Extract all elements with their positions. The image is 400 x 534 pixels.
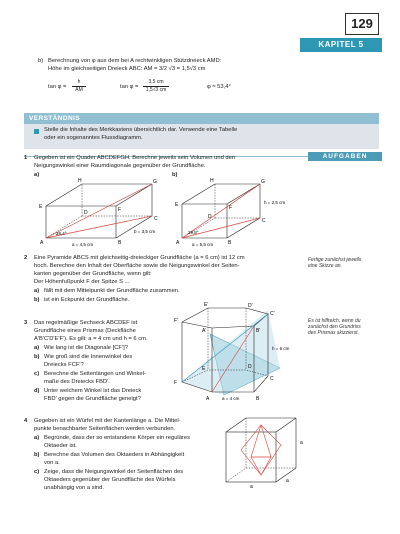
angle-label: 29,8° [188,230,199,235]
length-label: h = 6 cm [272,346,290,351]
tan-a-den: AM [75,87,83,93]
vertex-label: B [228,240,232,246]
cuboid-figure-a [34,178,164,250]
tan-b-num: 3,5 cm [148,79,164,85]
task3-item-text: Berechne die Seitenlängen und Winkel- [44,371,146,377]
phi-result: φ ≈ 53,4° [207,84,231,90]
page-number: 129 [345,13,379,35]
task3-line: Das regelmäßige Sechseck ABCDEF ist [34,320,138,326]
task4-item-text: Berechne das Volumen des Oktaeders in Abhängigkeit [44,452,185,458]
margin-note: zunächst den Grundriss [308,324,361,330]
task3-item-label: a) [34,345,40,351]
vertex-label: A [176,240,180,246]
tan-b-den: 1,5√3 cm [145,87,167,93]
task1-line2: Neigungswinkel einer Raumdiagonale gegenüber der Grundfläche. [34,163,206,169]
length-label: a = 4,5 cm [72,242,94,247]
cuboid-figure-b [172,178,302,250]
angle-label: 28,4° [56,231,67,236]
task4-line: punkte benachbarter Seitenflächen werden verbunden. [34,426,176,432]
margin-note: eine Skizze an. [308,263,342,269]
margin-note: des Prismas skizzierst. [308,330,359,336]
task3-item-text: FBD' gegen die Grundfläche geneigt? [44,396,141,402]
task1-b-label: b) [172,172,178,178]
task4-item-text: Zeige, dass die Neigungswinkel der Seitenflächen des [44,469,184,475]
task2-b-label: b) [34,297,40,303]
task2-line: Eine Pyramide ABCS mit gleichseitig-dreieckiger Grundfläche (a = 6 cm) ist 12 cm [34,255,245,261]
margin-note: Fertige zunächst jeweils [308,257,362,263]
length-label: h = 2,5 cm [264,200,286,205]
vertex-label: C [270,376,274,382]
task3-line: Grundfläche eines Prismas (Deckfläche [34,328,136,334]
vertex-label: B [118,240,122,246]
vertex-label: C' [270,311,275,317]
task3-number: 3 [24,320,28,326]
vertex-label: F [174,380,178,386]
vertex-label: G [261,179,265,185]
task2-a-text: fällt mit dem Mittelpunkt der Grundfläche zusammen. [44,288,180,294]
task3-line: A'B'C'D'E'F'). Es gilt: a = 4 cm und h = 6 cm. [34,336,148,342]
task3-item-label: c) [34,371,40,377]
tan-a-num: h [77,79,81,85]
task4-item-text: von a. [44,460,60,466]
task2-line: Der Höhenfußpunkt F der Spitze S ... [34,279,130,285]
task1-number: 1 [24,155,28,161]
task4-item-label: b) [34,452,40,458]
tan-formula-a: tan φ = [48,84,67,90]
length-label: a [286,478,289,484]
task4-item-text: Oktaeders gegenüber der Grundfläche des Würfels [44,477,176,483]
vertex-label: D [208,214,212,220]
task4-item-text: unabhängig von a sind. [44,485,104,491]
part-b-label: b) [38,58,44,64]
task2-b-text: ist ein Eckpunkt der Grundfläche. [44,297,130,303]
vertex-label: D' [248,303,253,309]
task2-number: 2 [24,255,28,261]
vertex-label: D [248,364,252,370]
task3-item-text: Wie lang ist die Diagonale [CF']? [44,345,128,351]
vertex-label: B' [256,328,261,334]
vertex-label: F [229,205,233,211]
hexagonal-prism-figure [168,300,306,412]
vertex-label: H [78,178,82,184]
task4-item-label: a) [34,435,40,441]
vertex-label: E' [204,302,209,308]
task3-item-text: Dreiecks FCF'? [44,362,84,368]
aufgaben-label: AUFGABEN [308,152,382,161]
task3-item-text: Unter welchem Winkel ist das Dreieck [44,388,142,394]
task3-item-label: b) [34,354,40,360]
length-label: a = 5,5 cm [192,242,214,247]
verstaendnis-text2: oder ein sogenanntes Flussdiagramm. [44,135,143,141]
vertex-label: C [262,218,266,224]
chapter-badge: KAPITEL 5 [300,38,382,52]
part-b-line1: Berechnung von φ aus dem bei A rechtwinkligen Stützdreieck AMD: [48,58,222,64]
vertex-label: A' [202,328,207,334]
task4-number: 4 [24,418,28,424]
length-label: a [300,440,303,446]
length-label: a [250,484,253,488]
task3-item-text: Wie groß sind die Innenwinkel des [44,354,133,360]
vertex-label: D [84,210,88,216]
task1-a-label: a) [34,172,40,178]
margin-note: Es ist hilfreich, wenn du [308,318,361,324]
vertex-label: A [40,240,44,246]
vertex-label: C [154,216,158,222]
vertex-label: A [206,396,210,402]
verstaendnis-title: VERSTÄNDNIS [29,115,80,122]
task3-item-label: d) [34,388,40,394]
length-label: b = 3,5 cm [134,229,156,234]
task4-item-text: Begründe, dass der so entstandene Körper ein reguläres [44,435,190,441]
vertex-label: B [256,396,260,402]
vertex-label: E [39,204,43,210]
task3-item-text: maße des Dreiecks FBD'. [44,379,110,385]
verstaendnis-text1: Stelle die Inhalte des Merkkastens übersichtlich dar. Verwende eine Tabelle [44,127,238,133]
vertex-label: H [210,178,214,184]
task4-item-text: Oktaeder ist. [44,443,77,449]
task4-line: Gegeben ist ein Würfel mit der Kantenlänge a. Die Mittel- [34,418,181,424]
tan-formula-b: tan φ = [120,84,139,90]
cube-octahedron-figure [218,412,308,488]
task2-line: hoch. Berechne den Inhalt der Oberfläche sowie die Neigungswinkel der Seiten- [34,263,240,269]
vertex-label: G [153,179,157,185]
vertex-label: F [118,207,122,213]
vertex-label: E [202,366,206,372]
bullet-icon [34,129,39,134]
task2-line: kanten gegenüber der Grundfläche, wenn gilt: [34,271,152,277]
task1-line1: Gegeben ist ein Quader ABCDEFGH. Berechne jeweils sein Volumen und den [34,155,236,161]
task2-a-label: a) [34,288,40,294]
part-b-line2: Höhe im gleichseitigen Dreieck ABC: AM = 3/2 √3 = 1,5√3 cm [48,66,206,72]
vertex-label: F' [174,318,179,324]
length-label: a = 4 cm [222,396,240,401]
task4-item-label: c) [34,469,40,475]
vertex-label: E [175,202,179,208]
